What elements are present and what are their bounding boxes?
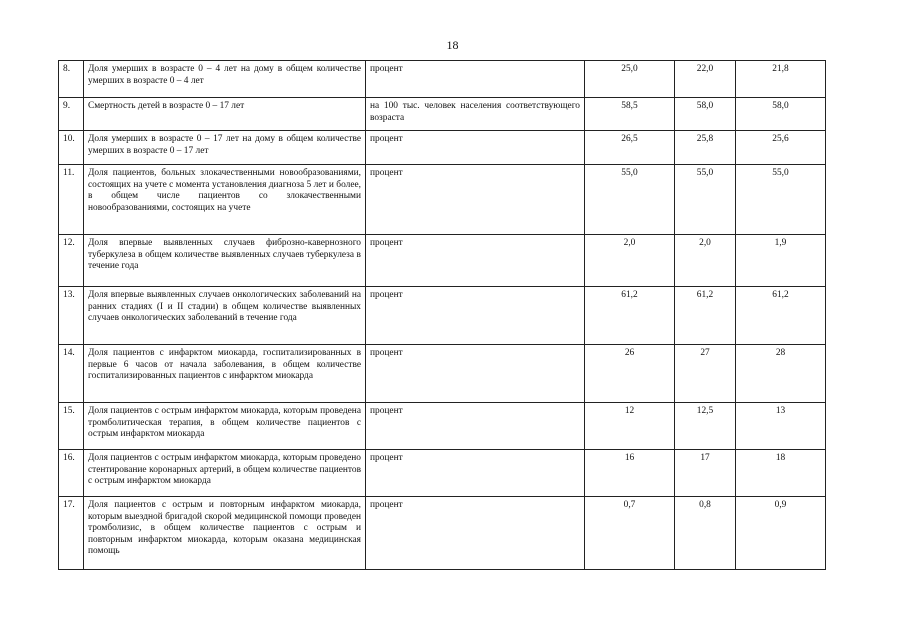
table-row <box>59 235 826 287</box>
value-col-3: 0,9 <box>736 497 826 570</box>
value-col-1: 58,5 <box>585 98 675 131</box>
indicators-table <box>58 60 826 570</box>
row-number: 15. <box>59 403 84 450</box>
indicator-name: Смертность детей в возрасте 0 – 17 лет <box>84 98 366 131</box>
table-row <box>59 403 826 450</box>
value-col-1: 61,2 <box>585 287 675 345</box>
row-number: 14. <box>59 345 84 403</box>
indicator-name: Доля пациентов с острым инфарктом миокарда, которым проведена тромболитическая терапия, в общем количестве пациентов с острым инфарктом миокарда <box>84 403 366 450</box>
indicator-name: Доля пациентов с инфарктом миокарда, госпитализированных в первые 6 часов от начала заболевания, в общем количестве госпитализированных пациентов с инфарктом миокарда <box>84 345 366 403</box>
value-col-3: 61,2 <box>736 287 826 345</box>
unit-of-measure: процент <box>366 403 585 450</box>
row-number: 10. <box>59 131 84 165</box>
indicator-name: Доля пациентов, больных злокачественными новообразованиями, состоящих на учете с момента установления диагноза 5 лет и более, в общем числе пациентов со злокачественными новообразованиями, состоящих на учете <box>84 165 366 235</box>
indicator-name: Доля пациентов с острым и повторным инфарктом миокарда, которым выездной бригадой скорой медицинской помощи проведен тромболизис, в общем количестве пациентов с острым и повторным инфарктом миокарда, которым оказана медицинская помощь <box>84 497 366 570</box>
unit-of-measure: процент <box>366 497 585 570</box>
value-col-1: 55,0 <box>585 165 675 235</box>
row-number: 16. <box>59 450 84 497</box>
row-number: 12. <box>59 235 84 287</box>
value-col-1: 16 <box>585 450 675 497</box>
value-col-2: 25,8 <box>675 131 736 165</box>
unit-of-measure: на 100 тыс. человек населения соответствующего возраста <box>366 98 585 131</box>
value-col-1: 26,5 <box>585 131 675 165</box>
value-col-2: 58,0 <box>675 98 736 131</box>
value-col-3: 25,6 <box>736 131 826 165</box>
value-col-2: 61,2 <box>675 287 736 345</box>
value-col-1: 0,7 <box>585 497 675 570</box>
unit-of-measure: процент <box>366 450 585 497</box>
table-row <box>59 98 826 131</box>
indicator-name: Доля умерших в возрасте 0 – 17 лет на дому в общем количестве умерших в возрасте 0 – 17 лет <box>84 131 366 165</box>
value-col-2: 22,0 <box>675 61 736 98</box>
row-number: 9. <box>59 98 84 131</box>
value-col-2: 2,0 <box>675 235 736 287</box>
value-col-2: 0,8 <box>675 497 736 570</box>
unit-of-measure: процент <box>366 131 585 165</box>
row-number: 13. <box>59 287 84 345</box>
value-col-3: 1,9 <box>736 235 826 287</box>
table-row <box>59 345 826 403</box>
row-number: 11. <box>59 165 84 235</box>
table-row <box>59 450 826 497</box>
value-col-3: 21,8 <box>736 61 826 98</box>
unit-of-measure: процент <box>366 235 585 287</box>
unit-of-measure: процент <box>366 287 585 345</box>
value-col-2: 55,0 <box>675 165 736 235</box>
value-col-3: 13 <box>736 403 826 450</box>
indicator-name: Доля впервые выявленных случаев онкологических заболеваний на ранних стадиях (I и II стадии) в общем количестве выявленных случаев онкологических заболеваний в течение года <box>84 287 366 345</box>
value-col-2: 17 <box>675 450 736 497</box>
page-number: 18 <box>446 38 459 52</box>
row-number: 8. <box>59 61 84 98</box>
indicator-name: Доля умерших в возрасте 0 – 4 лет на дому в общем количестве умерших в возрасте 0 – 4 лет <box>84 61 366 98</box>
unit-of-measure: процент <box>366 165 585 235</box>
value-col-3: 58,0 <box>736 98 826 131</box>
value-col-1: 2,0 <box>585 235 675 287</box>
value-col-3: 28 <box>736 345 826 403</box>
row-number: 17. <box>59 497 84 570</box>
value-col-1: 25,0 <box>585 61 675 98</box>
value-col-3: 55,0 <box>736 165 826 235</box>
indicator-name: Доля пациентов с острым инфарктом миокарда, которым проведено стентирование коронарных артерий, в общем количестве пациентов с острым инфарктом миокарда <box>84 450 366 497</box>
table-row <box>59 131 826 165</box>
table-row <box>59 287 826 345</box>
table-row <box>59 61 826 98</box>
value-col-2: 12,5 <box>675 403 736 450</box>
table-row <box>59 165 826 235</box>
value-col-3: 18 <box>736 450 826 497</box>
unit-of-measure: процент <box>366 345 585 403</box>
table-row <box>59 497 826 570</box>
value-col-1: 12 <box>585 403 675 450</box>
indicator-name: Доля впервые выявленных случаев фиброзно-кавернозного туберкулеза в общем количестве выявленных случаев туберкулеза в течение года <box>84 235 366 287</box>
unit-of-measure: процент <box>366 61 585 98</box>
value-col-2: 27 <box>675 345 736 403</box>
value-col-1: 26 <box>585 345 675 403</box>
